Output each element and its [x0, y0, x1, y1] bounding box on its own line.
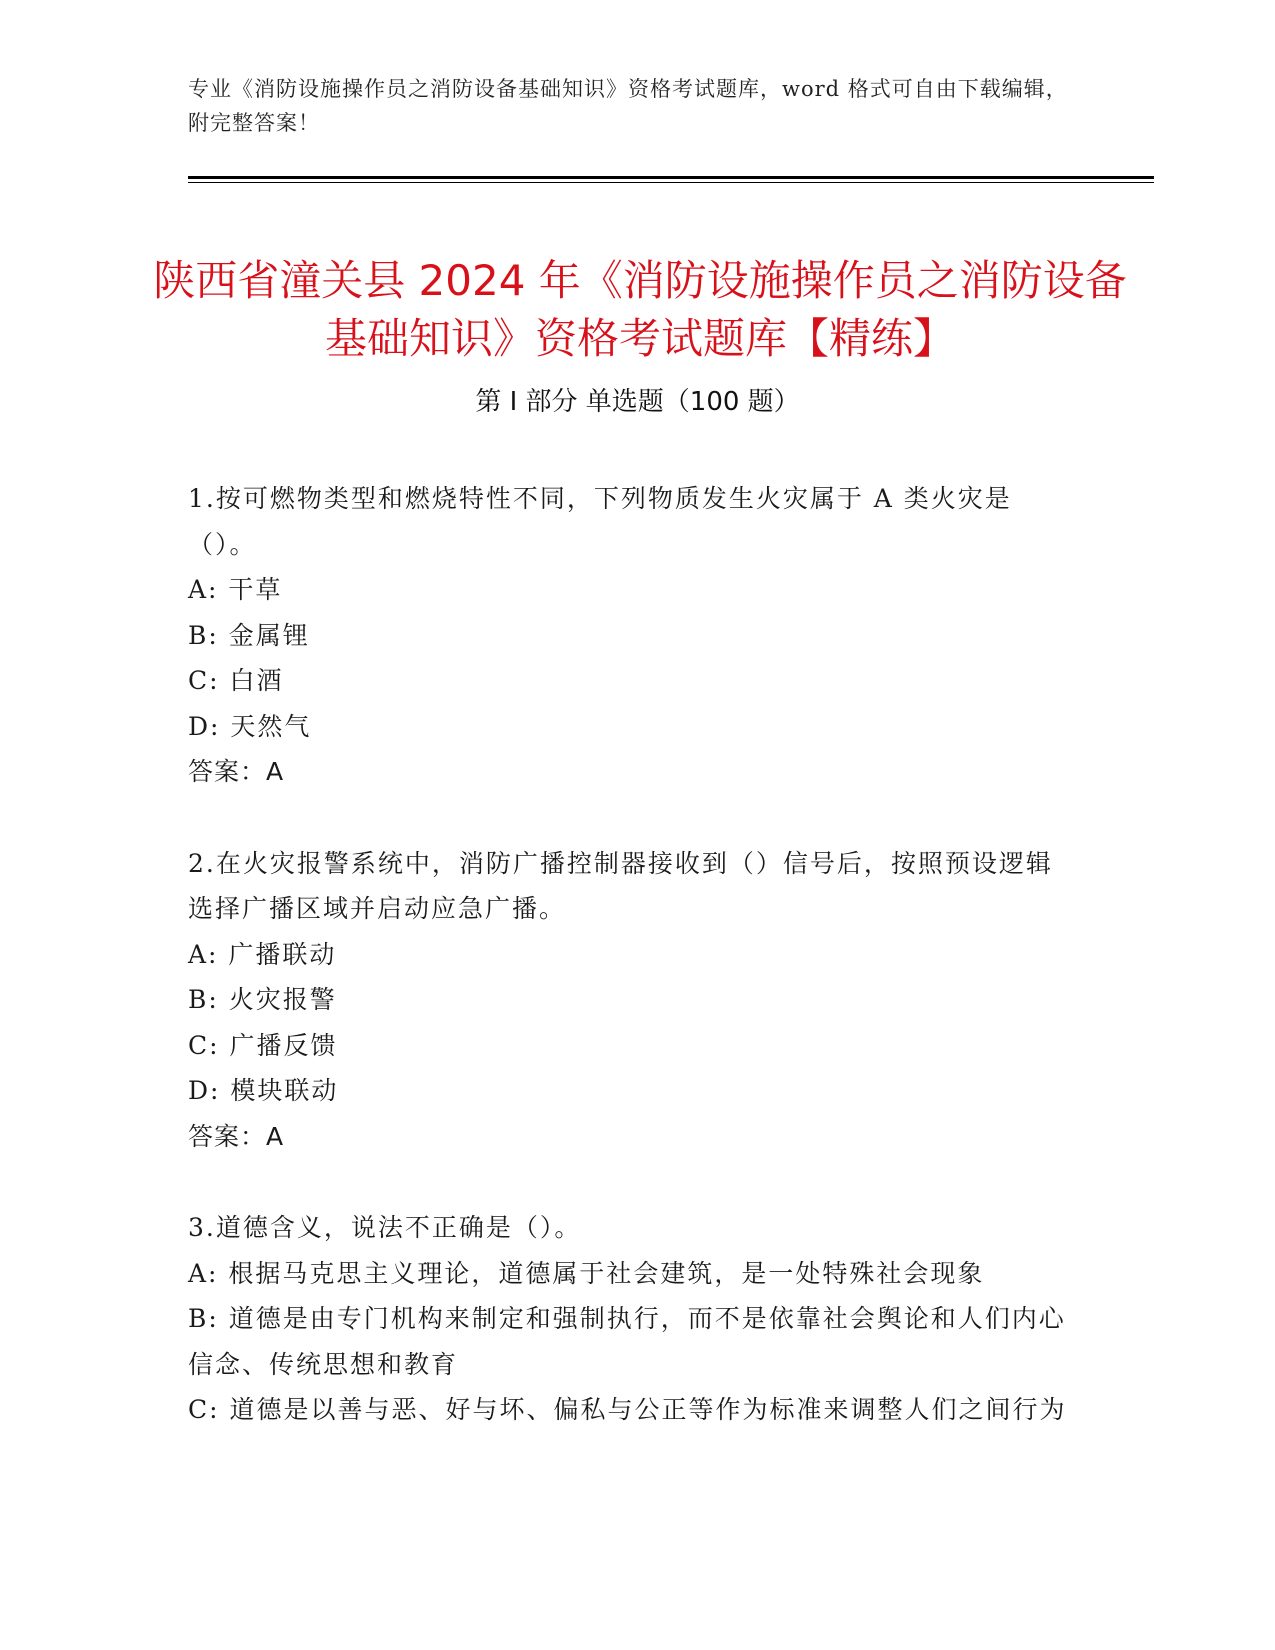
- option-a: A: 干草: [188, 575, 283, 604]
- question-2: [188, 841, 1078, 1160]
- header-divider-thin: [188, 182, 1154, 183]
- option-c: C: 道德是以善与恶、好与坏、偏私与公正等作为标准来调整人们之间行为: [188, 1395, 1067, 1424]
- option-d: D: 模块联动: [188, 1076, 339, 1105]
- question-3: [188, 1205, 1078, 1433]
- option-d: D: 天然气: [188, 711, 312, 741]
- question-stem: 3.道德含义，说法不正确是（）。: [188, 1213, 582, 1242]
- option-a: A: 广播联动: [188, 939, 337, 969]
- answer-line: 答案：A: [188, 757, 285, 786]
- answer-line: 答案：A: [188, 1121, 285, 1151]
- header-note: 专业《消防设施操作员之消防设备基础知识》资格考试题库，word 格式可自由下载编辑，附完整答案！: [188, 77, 1068, 135]
- question-1: [188, 476, 1078, 795]
- option-c: C: 广播反馈: [188, 1030, 338, 1060]
- option-a: A: 根据马克思主义理论，道德属于社会建筑，是一处特殊社会现象: [188, 1258, 985, 1288]
- header-divider-thick: [188, 176, 1154, 179]
- option-c: C: 白酒: [188, 666, 284, 695]
- option-b: B: 金属锂: [188, 620, 310, 650]
- question-list: [188, 476, 1078, 1479]
- section-heading: 第 I 部分 单选题（100 题）: [475, 387, 800, 417]
- question-stem: 2.在火灾报警系统中，消防广播控制器接收到（）信号后，按照预设逻辑选择广播区域并启动应急广播。: [188, 848, 1053, 923]
- question-stem: 1.按可燃物类型和燃烧特性不同，下列物质发生火灾属于 A 类火灾是（）。: [188, 484, 1012, 559]
- option-b: B: 道德是由专门机构来制定和强制执行，而不是依靠社会舆论和人们内心信念、传统思想和教育: [188, 1304, 1066, 1379]
- document-title: 陕西省潼关县 2024 年《消防设施操作员之消防设备基础知识》资格考试题库【精练】: [153, 256, 1127, 364]
- option-b: B: 火灾报警: [188, 985, 337, 1014]
